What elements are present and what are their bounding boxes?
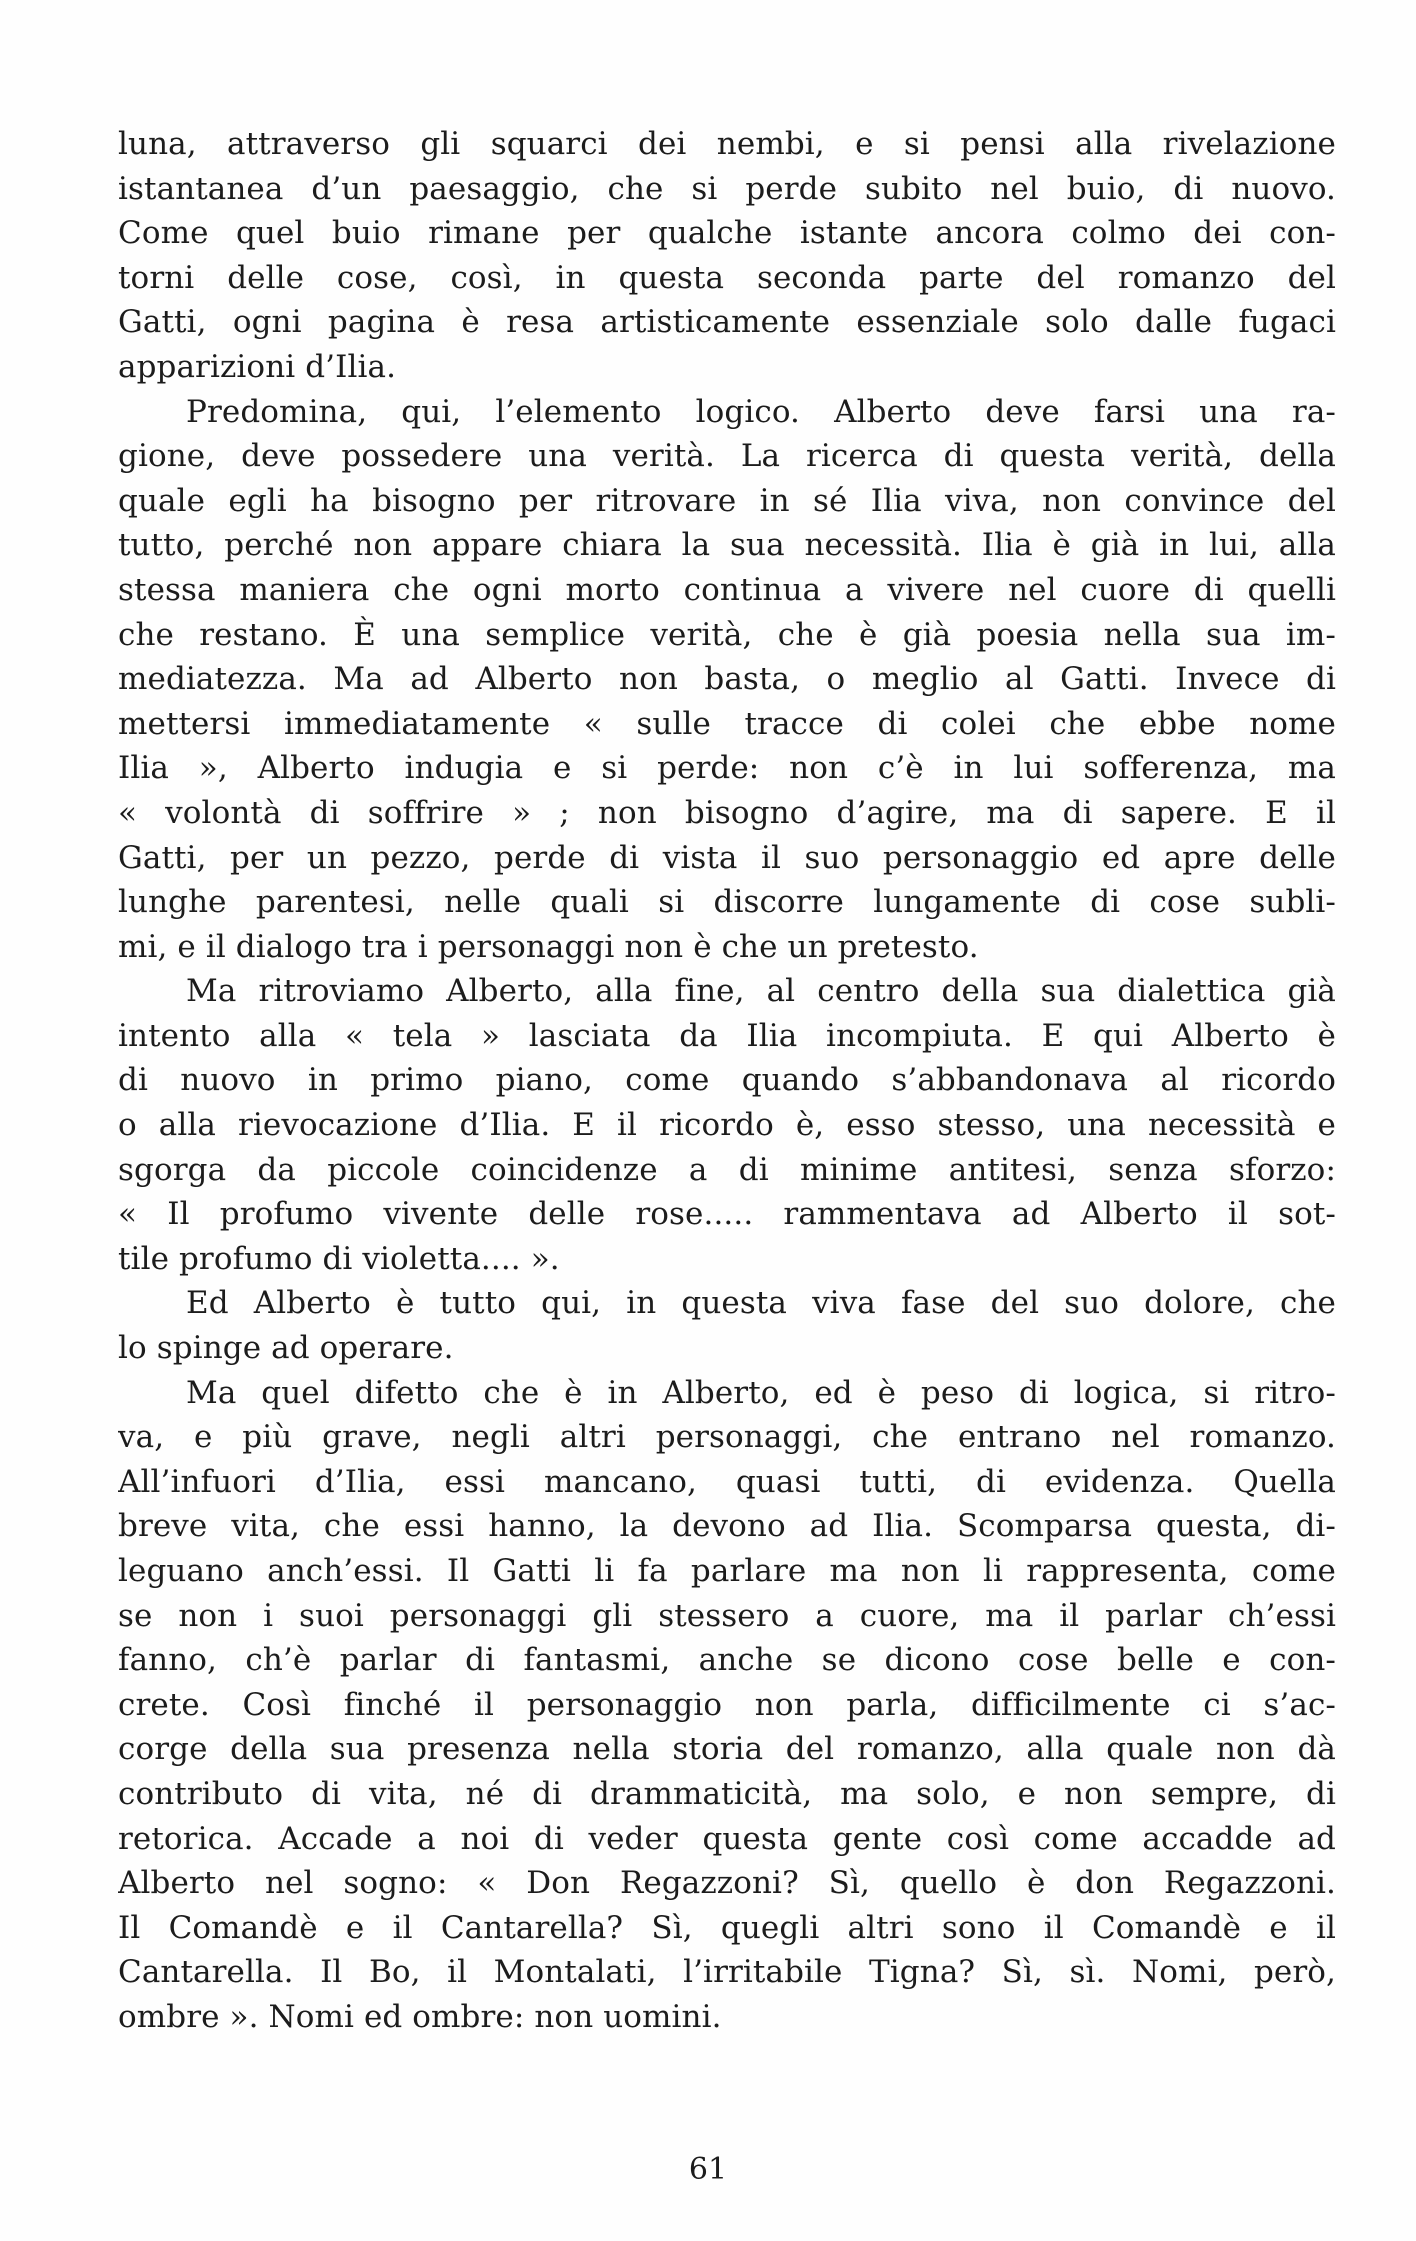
text-line: retorica. Accade a noi di veder questa gente così come accadde ad (118, 1820, 1336, 1857)
text-line: tile profumo di violetta.... ». (118, 1240, 560, 1277)
text-line: gione, deve possedere una verità. La ricerca di questa verità, della (118, 438, 1336, 475)
paragraph-start-line: Ma quel difetto che è in Alberto, ed è peso di logica, si ritro- (186, 1374, 1336, 1411)
text-line: sgorga da piccole coincidenze a di minime antitesi, senza sforzo: (118, 1151, 1336, 1188)
text-line: contributo di vita, né di drammaticità, ma solo, e non sempre, di (118, 1775, 1336, 1812)
paragraph-start-line: Ma ritroviamo Alberto, alla fine, al centro della sua dialettica già (186, 973, 1336, 1010)
text-line: se non i suoi personaggi gli stessero a cuore, ma il parlar ch’essi (118, 1597, 1336, 1634)
text-line: Ilia », Alberto indugia e si perde: non c’è in lui sofferenza, ma (118, 750, 1336, 787)
text-line: « volontà di soffrire » ; non bisogno d’agire, ma di sapere. E il (118, 794, 1336, 831)
page-number: 61 (688, 2152, 728, 2187)
text-line: mi, e il dialogo tra i personaggi non è che un pretesto. (118, 928, 979, 965)
text-line: Il Comandè e il Cantarella? Sì, quegli altri sono il Comandè e il (118, 1909, 1336, 1946)
text-line: breve vita, che essi hanno, la devono ad Ilia. Scomparsa questa, di- (118, 1508, 1336, 1545)
text-line: istantanea d’un paesaggio, che si perde subito nel buio, di nuovo. (118, 170, 1336, 207)
text-line: che restano. È una semplice verità, che è già poesia nella sua im- (118, 616, 1336, 653)
body-text (118, 122, 1336, 2040)
text-line: o alla rievocazione d’Ilia. E il ricordo è, esso stesso, una necessità e (118, 1107, 1336, 1144)
text-line: ombre ». Nomi ed ombre: non uomini. (118, 1998, 722, 2035)
text-line: Cantarella. Il Bo, il Montalati, l’irritabile Tigna? Sì, sì. Nomi, però, (118, 1954, 1336, 1991)
text-line: luna, attraverso gli squarci dei nembi, e si pensi alla rivelazione (118, 126, 1336, 162)
text-line: fanno, ch’è parlar di fantasmi, anche se dicono cose belle e con- (118, 1642, 1336, 1679)
text-line: corge della sua presenza nella storia del romanzo, alla quale non dà (118, 1731, 1336, 1768)
text-line: crete. Così finché il personaggio non parla, difficilmente ci s’ac- (118, 1686, 1336, 1723)
text-line: Alberto nel sogno: « Don Regazzoni? Sì, quello è don Regazzoni. (118, 1865, 1336, 1902)
text-line: lunghe parentesi, nelle quali si discorre lungamente di cose subli- (118, 884, 1336, 921)
text-line: apparizioni d’Ilia. (118, 348, 397, 385)
text-line: torni delle cose, così, in questa seconda parte del romanzo del (118, 259, 1336, 296)
text-line: lo spinge ad operare. (118, 1330, 454, 1367)
text-line: « Il profumo vivente delle rose..... rammentava ad Alberto il sot- (118, 1196, 1336, 1233)
text-line: intento alla « tela » lasciata da Ilia incompiuta. E qui Alberto è (118, 1017, 1336, 1054)
text-line: mettersi immediatamente « sulle tracce di colei che ebbe nome (118, 705, 1336, 742)
text-line: Gatti, per un pezzo, perde di vista il suo personaggio ed apre delle (118, 839, 1336, 876)
text-line: mediatezza. Ma ad Alberto non basta, o meglio al Gatti. Invece di (118, 661, 1336, 698)
text-line: stessa maniera che ogni morto continua a vivere nel cuore di quelli (118, 571, 1336, 608)
text-line: All’infuori d’Ilia, essi mancano, quasi tutti, di evidenza. Quella (118, 1463, 1336, 1500)
text-line: va, e più grave, negli altri personaggi, che entrano nel romanzo. (118, 1419, 1336, 1456)
paragraph-start-line: Ed Alberto è tutto qui, in questa viva fase del suo dolore, che (186, 1285, 1336, 1322)
text-line: Gatti, ogni pagina è resa artisticamente essenziale solo dalle fugaci (118, 304, 1336, 341)
paragraph-start-line: Predomina, qui, l’elemento logico. Alberto deve farsi una ra- (186, 393, 1336, 430)
text-line: di nuovo in primo piano, come quando s’abbandonava al ricordo (118, 1062, 1336, 1099)
text-line: quale egli ha bisogno per ritrovare in sé Ilia viva, non convince del (118, 482, 1336, 519)
text-line: tutto, perché non appare chiara la sua necessità. Ilia è già in lui, alla (118, 527, 1336, 564)
text-line: leguano anch’essi. Il Gatti li fa parlare ma non li rappresenta, come (118, 1553, 1336, 1589)
text-line: Come quel buio rimane per qualche istante ancora colmo dei con- (118, 215, 1336, 252)
